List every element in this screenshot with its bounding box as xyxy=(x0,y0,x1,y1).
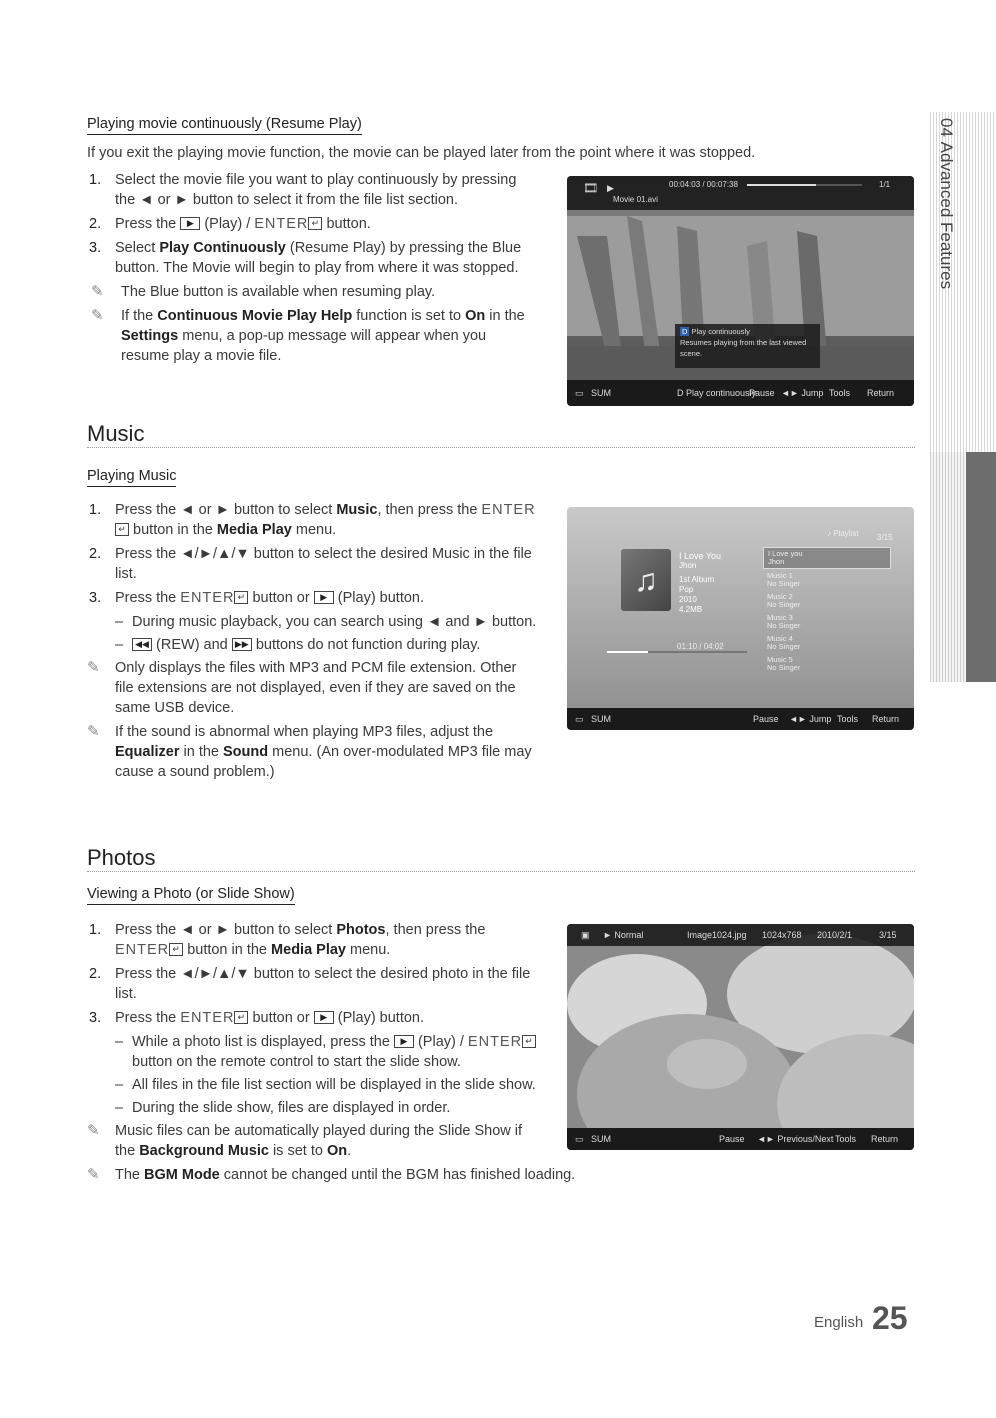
photos-dash-3: – During the slide show, files are displayed in order. xyxy=(115,1100,451,1116)
music-file-list xyxy=(763,547,891,675)
page-number: 25 xyxy=(872,1300,908,1336)
movie-screen xyxy=(567,176,914,406)
apples-photo xyxy=(567,924,914,1150)
movie-progress-fill xyxy=(747,184,816,186)
music-list-item[interactable] xyxy=(763,633,891,653)
music-step-3: 3. Press the ENTER ↵ button or ▶ (Play) button. xyxy=(89,590,425,606)
movie-top-bar xyxy=(567,176,914,210)
movie-progress-track xyxy=(747,184,862,186)
song-album: 1st Album xyxy=(679,575,715,584)
enter-button-icon: ↵ xyxy=(522,1035,536,1048)
music-note-1: ✎ Only displays the files with MP3 and PCM file extension. Other file extensions are not displayed, even if they are saved on the same USB device. xyxy=(87,659,517,716)
play-state-icon: ▶ xyxy=(607,183,614,193)
photo-bottom-item-2[interactable]: Tools xyxy=(835,1134,857,1144)
music-list-artist: No Singer xyxy=(767,663,801,672)
music-list-item[interactable] xyxy=(763,547,891,569)
giraffe-photo xyxy=(567,176,914,406)
popup-title: Play continuously xyxy=(691,327,750,336)
photo-count: 3/15 xyxy=(879,930,897,940)
music-progress-track xyxy=(607,651,747,653)
movie-time: 00:04:03 / 00:07:38 xyxy=(669,180,738,189)
music-note-2: ✎ If the sound is abnormal when playing MP3 files, adjust the Equalizer in the Sound menu. (An over-modulated MP3 file may cause a sound problem.) xyxy=(87,723,532,780)
photos-dash-1: – While a photo list is displayed, press the ▶ (Play) / ENTER ↵ button on the remote control to start the slide show. xyxy=(87,1032,537,1072)
music-list-artist: No Singer xyxy=(767,600,801,609)
song-artist: Jhon xyxy=(679,561,697,570)
footer-language: English xyxy=(814,1314,864,1331)
chapter-number: 04 xyxy=(937,118,956,137)
photo-resolution: 1024x768 xyxy=(762,930,802,940)
photos-section-title: Photos xyxy=(87,845,156,870)
popup-body: Resumes playing from the last viewed scene. xyxy=(680,338,807,358)
resume-popup xyxy=(675,324,820,368)
movie-bottom-item-2[interactable]: ◄► Jump xyxy=(781,388,824,398)
photo-icon: ▣ xyxy=(581,930,590,940)
chapter-title xyxy=(936,118,956,318)
play-button-icon: ▶ xyxy=(314,591,334,604)
music-dash-2: – ◀◀ (REW) and ▶▶ buttons do not function during play. xyxy=(115,637,481,653)
playlist-count: 3/15 xyxy=(877,533,893,542)
music-screen xyxy=(567,507,914,730)
enter-button-icon: ↵ xyxy=(115,523,129,536)
note-icon: ✎ xyxy=(91,307,104,324)
photos-step-1: 1. Press the ◄ or ► button to select Photos, then press the ENTER ↵ button in the Media Play menu. xyxy=(89,922,486,958)
chapter-name: Advanced Features xyxy=(937,141,956,290)
music-bottom-item-2[interactable]: Tools xyxy=(837,714,859,724)
music-bottom-bar xyxy=(567,708,914,730)
music-list-title: Music 3 xyxy=(767,613,793,622)
usb-icon: ▭ xyxy=(575,388,584,398)
music-list-artist: No Singer xyxy=(767,579,801,588)
photo-filename: Image1024.jpg xyxy=(687,930,747,940)
play-button-icon: ▶ xyxy=(394,1035,414,1048)
note-icon: ✎ xyxy=(91,283,104,300)
music-note-icon: ♫ xyxy=(621,549,671,611)
enter-button-icon: ↵ xyxy=(308,217,322,230)
enter-button-icon: ↵ xyxy=(234,591,248,604)
enter-button-icon: ↵ xyxy=(169,943,183,956)
photos-note-1: ✎ Music files can be automatically played during the Slide Show if the Background Music is set to On. xyxy=(87,1122,523,1159)
note-icon: ✎ xyxy=(87,723,100,740)
film-icon: 🎞 xyxy=(583,181,599,195)
enter-button-icon: ↵ xyxy=(234,1011,248,1024)
resume-subhead: Playing movie continuously (Resume Play) xyxy=(87,116,362,135)
music-progress-fill xyxy=(607,651,648,653)
song-genre: Pop xyxy=(679,585,694,594)
movie-bottom-left: SUM xyxy=(591,388,611,398)
movie-bottom-item-4[interactable]: Return xyxy=(867,388,895,398)
play-button-icon: ▶ xyxy=(180,217,200,230)
photo-bottom-item-1[interactable]: ◄► Previous/Next xyxy=(757,1134,834,1144)
photo-bottom-item-3[interactable]: Return xyxy=(871,1134,899,1144)
music-subhead: Playing Music xyxy=(87,468,176,487)
music-list-title: I Love you xyxy=(768,549,803,558)
music-bottom-left: SUM xyxy=(591,714,611,724)
music-bottom-item-3[interactable]: Return xyxy=(872,714,900,724)
music-list-title: Music 2 xyxy=(767,592,793,601)
photos-dash-2: – All files in the file list section will be displayed in the slide show. xyxy=(115,1077,536,1093)
movie-bottom-item-1[interactable]: Pause xyxy=(749,388,775,398)
photos-step-2: 2. Press the ◄/►/▲/▼ button to select the desired photo in the file list. xyxy=(89,966,531,1002)
music-dash-1: – During music playback, you can search using ◄ and ► button. xyxy=(115,614,537,630)
photo-mode: ► Normal xyxy=(603,930,644,940)
photo-top-bar xyxy=(567,924,914,946)
movie-filename: Movie 01.avi xyxy=(613,195,658,204)
music-steps xyxy=(87,500,537,786)
resume-step-3: 3. Select Play Continuously (Resume Play) by pressing the Blue button. The Movie will begin to play from where it was stopped. xyxy=(89,240,522,276)
popup-key: D xyxy=(682,327,688,336)
movie-bottom-item-3[interactable]: Tools xyxy=(829,388,851,398)
fast-forward-button-icon: ▶▶ xyxy=(232,638,252,651)
music-list-title: Music 4 xyxy=(767,634,793,643)
resume-step-1: 1. Select the movie file you want to play continuously by pressing the ◄ or ► button to select it from the file list section. xyxy=(89,172,517,208)
music-step-2: 2. Press the ◄/►/▲/▼ button to select the desired Music in the file list. xyxy=(89,546,532,582)
music-list-artist: No Singer xyxy=(767,642,801,651)
play-button-icon: ▶ xyxy=(314,1011,334,1024)
movie-bottom-item-0[interactable]: D Play continuously xyxy=(677,388,757,398)
music-divider xyxy=(87,447,915,448)
music-list-artist: Jhon xyxy=(768,557,785,566)
music-progress-time: 01:10 / 04:02 xyxy=(677,642,724,651)
music-list-artist: No Singer xyxy=(767,621,801,630)
movie-count: 1/1 xyxy=(879,180,891,189)
movie-bottom-bar xyxy=(567,380,914,406)
rewind-button-icon: ◀◀ xyxy=(132,638,152,651)
resume-note-2: ✎ If the Continuous Movie Play Help function is set to On in the Settings menu, a pop-up message will appear when you resume play a movie file. xyxy=(91,307,525,364)
music-list-item[interactable] xyxy=(763,570,891,590)
music-list-item[interactable] xyxy=(763,654,891,674)
music-step-1: 1. Press the ◄ or ► button to select Music, then press the ENTER↵ button in the Media Play menu. xyxy=(89,502,536,538)
photos-note-2: ✎ The BGM Mode cannot be changed until the BGM has finished loading. xyxy=(87,1166,576,1183)
music-list-title: Music 5 xyxy=(767,655,793,664)
playlist-icon: ♪ xyxy=(827,529,831,538)
note-icon: ✎ xyxy=(87,1122,100,1139)
song-year: 2010 xyxy=(679,595,697,604)
photos-subhead: Viewing a Photo (or Slide Show) xyxy=(87,886,295,905)
note-icon: ✎ xyxy=(87,659,100,676)
photo-date: 2010/2/1 xyxy=(817,930,853,940)
photos-step-3: 3. Press the ENTER ↵ button or ▶ (Play) button. xyxy=(89,1010,425,1026)
song-title: I Love You xyxy=(679,551,722,561)
music-list-title: Music 1 xyxy=(767,571,793,580)
music-list-item[interactable] xyxy=(763,612,891,632)
resume-note-1: ✎ The Blue button is available when resuming play. xyxy=(91,283,436,300)
playlist-label: ♪ Playlist xyxy=(827,529,859,538)
song-info xyxy=(679,551,721,615)
music-list-item[interactable] xyxy=(763,591,891,611)
song-size: 4.2MB xyxy=(679,605,703,614)
resume-steps xyxy=(87,170,532,370)
note-icon: ✎ xyxy=(87,1166,100,1183)
music-bottom-item-0[interactable]: Pause xyxy=(753,714,779,724)
side-tab-shade xyxy=(930,452,966,682)
music-section-title: Music xyxy=(87,421,145,446)
side-tab-marker xyxy=(966,452,996,682)
photo-bottom-bar xyxy=(567,1128,914,1150)
photo-screen xyxy=(567,924,914,1150)
photo-bottom-left: SUM xyxy=(591,1134,611,1144)
photos-steps xyxy=(87,920,576,1189)
resume-step-2: 2. Press the ▶ (Play) / ENTER ↵ button. xyxy=(89,216,371,232)
resume-intro: If you exit the playing movie function, the movie can be played later from the point where it was stopped. xyxy=(87,145,756,161)
usb-icon: ▭ xyxy=(575,1134,584,1144)
photo-bottom-item-0[interactable]: Pause xyxy=(719,1134,745,1144)
photos-divider xyxy=(87,871,915,872)
usb-icon: ▭ xyxy=(575,714,584,724)
music-bottom-item-1[interactable]: ◄► Jump xyxy=(789,714,832,724)
